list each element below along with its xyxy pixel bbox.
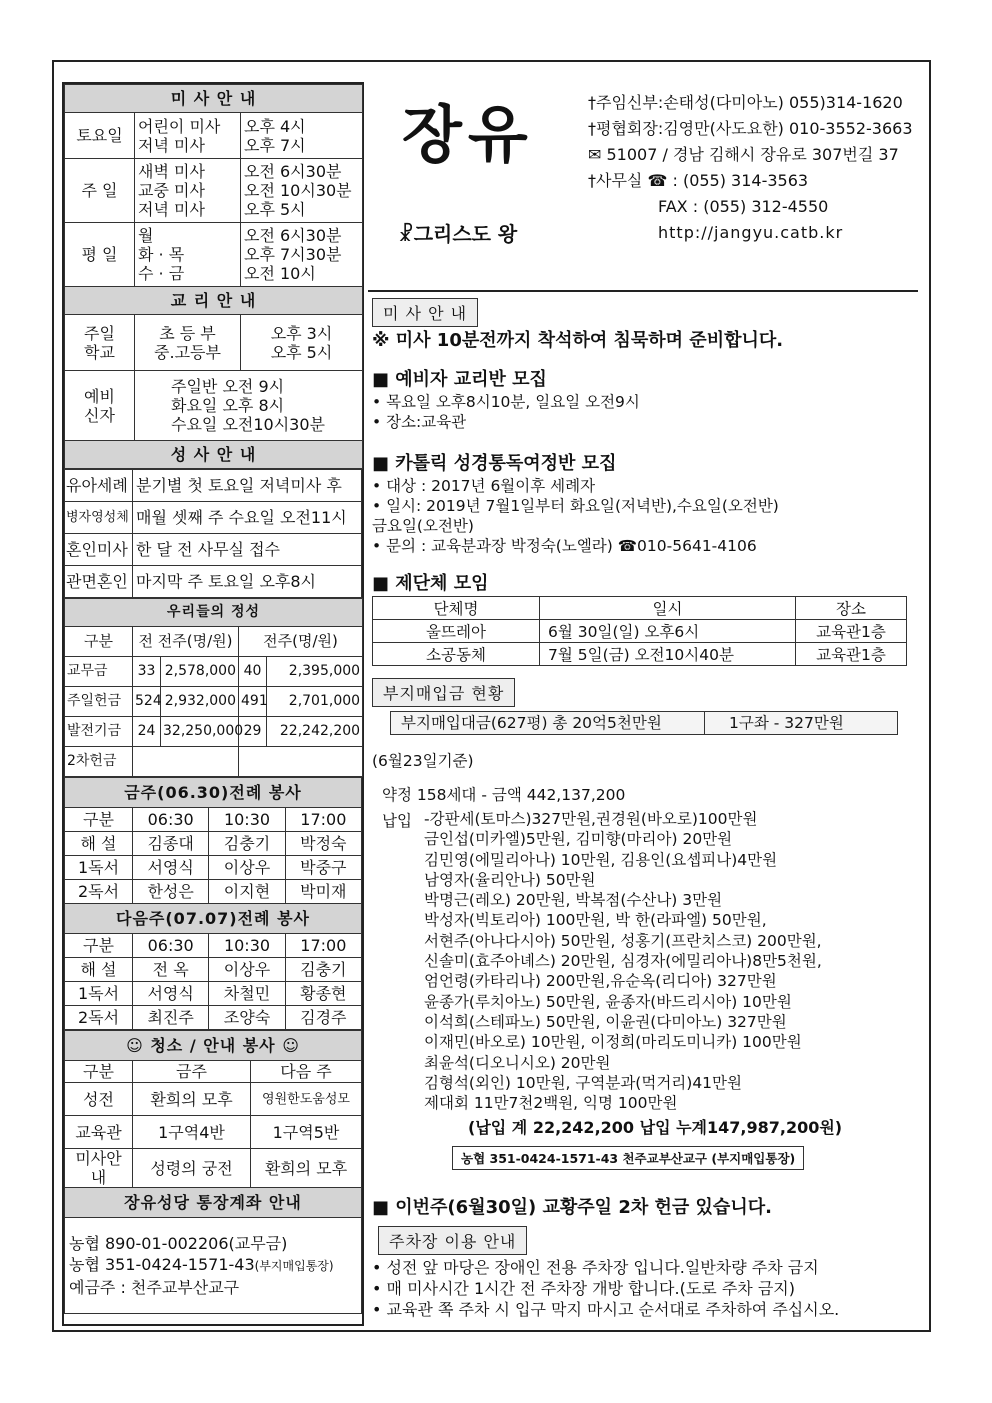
offering-amount: 2,701,000 <box>267 687 363 717</box>
service-role: 2독서 <box>65 880 133 904</box>
land-unit: 1구좌 - 327만원 <box>729 714 844 732</box>
offering-empty <box>133 747 239 777</box>
account-title: 장유성당 통장계좌 안내 <box>65 1188 362 1218</box>
offering-count: 24 <box>133 717 161 747</box>
this-week-title: 금주(06.30)전례 봉사 <box>65 778 362 808</box>
service-person: 조양숙 <box>209 1006 285 1030</box>
offering-count: 524 <box>133 687 161 717</box>
cleaning-place: 성전 <box>65 1083 133 1116</box>
cleaning-place: 미사안내 <box>65 1149 133 1188</box>
group-name: 울뜨레아 <box>373 620 540 643</box>
group-time: 7월 5일(금) 오전10시40분 <box>540 643 796 666</box>
land-summary <box>390 711 898 735</box>
service-role: 해 설 <box>65 832 133 856</box>
land-date: (6월23일기준) <box>372 752 474 770</box>
account-line: 농협 890-01-002206(교무금) <box>69 1234 288 1253</box>
sacrament-table <box>64 469 362 598</box>
service-person: 차철민 <box>209 982 285 1006</box>
weekday-masses: 월 화 · 목 수 · 금 <box>135 223 241 287</box>
service-role: 2독서 <box>65 1006 133 1030</box>
offering-label: 2차헌금 <box>65 747 133 777</box>
service-header: 06:30 <box>133 934 209 958</box>
deposit-list: -강판세(토마스)327만원,권경원(바오로)100만원 금인섭(미카엘)5만원, 김미향(마리아) 20만원 김민영(에밀리아나) 10만원, 김용인(요셉피나)4만원 남영자(율리안나) 50만원 박명근(레오) 20만원, 박복점(수산나) 3만원 박성자(빅토리아) 100만원, 박 한(라파엘) 50만원, 서현주(아나다시아) 50만원, 성홍기(프란치스코) 200만원, 신솔미(효주아녜스) 20만원, 심경자(에밀리아나)8만5천원, 엄언령(카타리나) 200만원,유순옥(리디아) 327만원 윤종가(루치아노) 50만원, 윤종자(바드리시아) 10만원 이석희(스테파노) 50만원, 이윤권(다미아노) 327만원 이재민(바오로) 10만원, 이정희(마리도미니카) 100만원 최윤석(디오니시오) 20만원 김형석(외인) 10만원, 구역분과(먹거리)41만원 제대회 11만7천2백원, 익명 100만원 <box>424 810 822 1113</box>
offering-label: 발전기금 <box>65 717 133 747</box>
pledge-summary: 약정 158세대 - 금액 442,137,200 <box>382 786 626 804</box>
group-place: 교육관1층 <box>796 643 907 666</box>
saturday-times: 오후 4시 오후 7시 <box>241 113 363 159</box>
service-role: 해 설 <box>65 958 133 982</box>
right-column <box>368 82 920 1326</box>
sacrament-label: 병자영성체 <box>65 502 133 534</box>
offering-count: 40 <box>239 657 267 687</box>
service-person: 김경주 <box>285 1006 361 1030</box>
offering-label: 주일헌금 <box>65 687 133 717</box>
sunday-masses: 새벽 미사 교중 미사 저녁 미사 <box>135 159 241 223</box>
offering-empty <box>239 747 363 777</box>
cleaning-place: 교육관 <box>65 1116 133 1149</box>
sacrament-text: 매월 셋째 주 수요일 오전11시 <box>133 502 362 534</box>
cleaning-group: 성령의 궁전 <box>133 1149 251 1188</box>
offering-header: 구분 <box>65 627 133 657</box>
service-person: 서영식 <box>133 856 209 880</box>
sacrament-text: 마지막 주 토요일 오후8시 <box>133 566 362 598</box>
catechumen-detail: 주일반 오전 9시 화요일 오후 8시 수요일 오전10시30분 <box>135 371 363 441</box>
offering-count: 33 <box>133 657 161 687</box>
sunday-label: 주 일 <box>65 159 135 223</box>
parking-box-label: 주차장 이용 안내 <box>378 1226 527 1255</box>
saturday-masses: 어린이 미사 저녁 미사 <box>135 113 241 159</box>
service-header: 10:30 <box>209 808 285 832</box>
pastor-info: †주임신부:손태성(다미아노) 055)314-1620 <box>588 93 903 112</box>
cleaning-group: 영원한도움성모 <box>251 1083 362 1116</box>
left-column <box>62 82 364 1326</box>
mass-box-label: 미 사 안 내 <box>372 298 478 327</box>
account-line: 예금주 : 천주교부산교구 <box>69 1278 240 1297</box>
cleaning-group: 1구역5반 <box>251 1116 362 1149</box>
service-header: 구분 <box>65 808 133 832</box>
cleaning-group: 환희의 모후 <box>251 1149 362 1188</box>
catechumen-label: 예비 신자 <box>65 371 135 441</box>
service-header: 구분 <box>65 934 133 958</box>
offering-amount: 2,395,000 <box>267 657 363 687</box>
parking-notice: • 성전 앞 마당은 장애인 전용 주차장 입니다.일반차량 주차 금지 • 매 미사시간 1시간 전 주차장 개방 합니다.(도로 주차 금지) • 교육관 쪽 주차 시 입구 막지 마시고 순서대로 주차하여 주십시오. <box>372 1258 840 1319</box>
group-place: 교육관1층 <box>796 620 907 643</box>
service-header: 17:00 <box>285 934 361 958</box>
address-info: ✉ 51007 / 경남 김해시 장유로 307번길 37 <box>588 145 899 164</box>
offering-count: 29 <box>239 717 267 747</box>
deposit-total: (납입 계 22,242,200 납입 누계147,987,200원) <box>468 1118 843 1138</box>
service-person: 이지현 <box>209 880 285 904</box>
offering-header: 전주(명/원) <box>239 627 363 657</box>
sacrament-label: 관면혼인 <box>65 566 133 598</box>
contact-info <box>588 90 913 246</box>
service-person: 최진주 <box>133 1006 209 1030</box>
deposit-block <box>382 809 918 1113</box>
catechumen-heading: ■ 예비자 교리반 모집 <box>372 369 547 390</box>
cleaning-title: ☺ 청소 / 안내 봉사 ☺ <box>65 1031 362 1061</box>
weekday-times: 오전 6시30분 오후 7시30분 오전 10시 <box>241 223 363 287</box>
sunday-school-times: 오후 3시 오후 5시 <box>241 315 363 371</box>
cleaning-header: 구분 <box>65 1061 133 1083</box>
offering-label: 교무금 <box>65 657 133 687</box>
weekday-label: 평 일 <box>65 223 135 287</box>
service-person: 전 옥 <box>133 958 209 982</box>
this-week-service-table <box>64 777 362 1030</box>
service-person: 김충기 <box>285 958 361 982</box>
group-heading: ■ 제단체 모임 <box>372 573 489 594</box>
offering-header: 전 전주(명/원) <box>133 627 239 657</box>
sunday-school-groups: 초 등 부 중.고등부 <box>135 315 241 371</box>
service-header: 06:30 <box>133 808 209 832</box>
sacrament-text: 한 달 전 사무실 접수 <box>133 534 362 566</box>
cleaning-group: 환희의 모후 <box>133 1083 251 1116</box>
group-header: 일시 <box>540 597 796 620</box>
service-person: 황종현 <box>285 982 361 1006</box>
group-name: 소공동체 <box>373 643 540 666</box>
service-header: 10:30 <box>209 934 285 958</box>
service-role: 1독서 <box>65 982 133 1006</box>
mass-schedule-table <box>64 84 363 469</box>
second-collection-notice: ■ 이번주(6월30일) 교황주일 2차 헌금 있습니다. <box>372 1197 772 1218</box>
offering-amount: 2,578,000 <box>161 657 239 687</box>
sacrament-title: 성 사 안 내 <box>65 441 363 469</box>
fax-info: FAX : (055) 312-4550 <box>658 197 829 216</box>
group-header: 단체명 <box>373 597 540 620</box>
offering-count: 491 <box>239 687 267 717</box>
offering-title: 우리들의 정성 <box>65 599 363 627</box>
bible-body: • 대상 : 2017년 6월이후 세례자 • 일시: 2019년 7월1일부터 화요일(저녁반),수요일(오전반) 금요일(오전반) • 문의 : 교육분과장 박정숙(노엘라) ☎010-5641-4106 <box>372 477 779 555</box>
saturday-label: 토요일 <box>65 113 135 159</box>
bible-heading: ■ 카톨릭 성경통독여정반 모집 <box>372 453 617 474</box>
group-header: 장소 <box>796 597 907 620</box>
mass-title: 미 사 안 내 <box>65 85 363 113</box>
service-role: 1독서 <box>65 856 133 880</box>
offering-table <box>64 598 363 777</box>
account-info <box>65 1218 362 1314</box>
header-divider <box>368 290 918 292</box>
land-box-label: 부지매입금 현황 <box>372 678 515 707</box>
offering-amount: 32,250,000 <box>161 717 239 747</box>
service-person: 박중구 <box>285 856 361 880</box>
cleaning-header: 다음 주 <box>251 1061 362 1083</box>
doctrine-title: 교 리 안 내 <box>65 287 363 315</box>
service-header: 17:00 <box>285 808 361 832</box>
slogan: ☧그리스도 왕 <box>398 222 518 246</box>
offering-amount: 22,242,200 <box>267 717 363 747</box>
service-person: 한성은 <box>133 880 209 904</box>
sunday-times: 오전 6시30분 오전 10시30분 오후 5시 <box>241 159 363 223</box>
offering-amount: 2,932,000 <box>161 687 239 717</box>
service-person: 서영식 <box>133 982 209 1006</box>
deposit-label: 납입 <box>382 812 412 830</box>
sacrament-label: 유아세례 <box>65 470 133 502</box>
cleaning-header: 금주 <box>133 1061 251 1083</box>
parish-logo: 장유 <box>402 98 534 171</box>
account-line: 농협 351-0424-1571-43(부지매입통장) <box>69 1255 334 1274</box>
service-person: 박미재 <box>285 880 361 904</box>
sacrament-label: 혼인미사 <box>65 534 133 566</box>
group-time: 6월 30일(일) 오후6시 <box>540 620 796 643</box>
council-info: †평협회장:김영만(사도요한) 010-3552-3663 <box>588 119 913 138</box>
service-person: 김충기 <box>209 832 285 856</box>
land-total: 부지매입대금(627평) 총 20억5천만원 <box>391 712 705 734</box>
service-person: 이상우 <box>209 958 285 982</box>
service-person: 박정숙 <box>285 832 361 856</box>
website-link[interactable]: http://jangyu.catb.kr <box>658 223 844 242</box>
service-person: 김종대 <box>133 832 209 856</box>
group-table <box>372 596 907 666</box>
office-phone: †사무실 ☎ : (055) 314-3563 <box>588 171 809 190</box>
sunday-school-label: 주일 학교 <box>65 315 135 371</box>
land-account: 농협 351-0424-1571-43 천주교부산교구 (부지매입통장) <box>452 1146 804 1170</box>
sacrament-text: 분기별 첫 토요일 저녁미사 후 <box>133 470 362 502</box>
mass-notice: ※ 미사 10분전까지 착석하여 침묵하며 준비합니다. <box>372 330 784 351</box>
catechumen-body: • 목요일 오후8시10분, 일요일 오전9시 • 장소:교육관 <box>372 393 640 431</box>
cleaning-table <box>64 1030 362 1314</box>
service-person: 이상우 <box>209 856 285 880</box>
cleaning-group: 1구역4반 <box>133 1116 251 1149</box>
next-week-title: 다음주(07.07)전례 봉사 <box>65 904 362 934</box>
chi-rho-icon: ☧ <box>398 222 414 246</box>
